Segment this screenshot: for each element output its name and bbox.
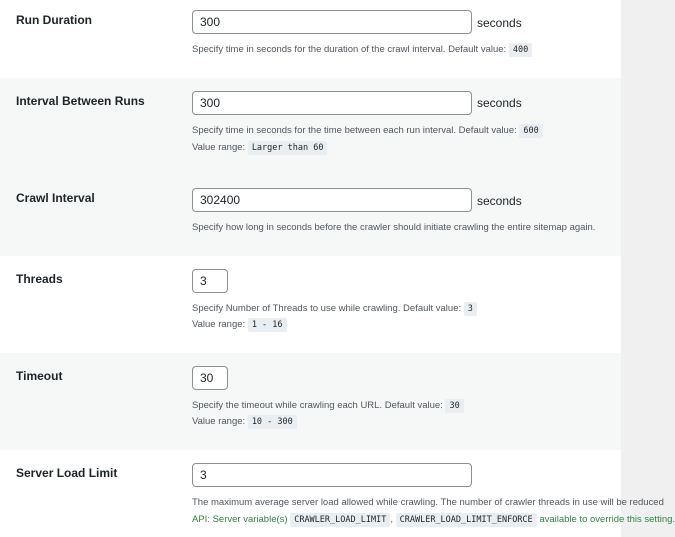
unit-label: seconds (477, 16, 522, 30)
value-range (192, 140, 327, 156)
default-value: 400 (509, 43, 532, 57)
value-range (192, 317, 287, 333)
setting-crawl-interval (0, 176, 621, 256)
setting-description (192, 301, 477, 317)
setting-description: Specify how long in seconds before the crawler should initiate crawling the entire sitemap again. (192, 222, 596, 233)
setting-label: Threads (16, 272, 63, 286)
description-text: Specify the timeout while crawling each URL. Default value: (192, 400, 443, 411)
setting-threads (0, 256, 621, 353)
value-range-code: Larger than 60 (248, 141, 328, 155)
setting-label: Crawl Interval (16, 191, 95, 205)
timeout-input[interactable]: 30 (192, 366, 228, 390)
api-suffix: available to override this setting. (539, 514, 675, 525)
description-text: Specify time in seconds for the duration of the crawl interval. Default value: (192, 44, 507, 55)
setting-label: Interval Between Runs (16, 94, 145, 108)
interval-between-runs-input[interactable]: 300 (192, 91, 472, 115)
server-load-limit-input[interactable]: 3 (192, 463, 472, 487)
default-value: 3 (464, 302, 477, 316)
crawl-interval-input[interactable]: 302400 (192, 188, 472, 212)
setting-interval-between-runs (0, 78, 621, 176)
setting-label: Timeout (16, 369, 63, 383)
value-range (192, 414, 297, 430)
value-range-label: Value range: (192, 142, 246, 153)
run-duration-input[interactable]: 300 (192, 10, 472, 34)
value-range-label: Value range: (192, 416, 246, 427)
unit-label: seconds (477, 194, 522, 208)
description-text: Specify Number of Threads to use while crawling. Default value: (192, 303, 462, 314)
api-server-variables (192, 512, 675, 528)
setting-description (192, 398, 464, 414)
setting-label: Run Duration (16, 13, 92, 27)
setting-label: Server Load Limit (16, 466, 118, 480)
api-prefix: API: Server variable(s) (192, 514, 288, 525)
description-text: Specify time in seconds for the time between each run interval. Default value: (192, 125, 517, 136)
setting-description (192, 123, 543, 139)
default-value: 30 (445, 399, 463, 413)
value-range-code: 1 - 16 (248, 318, 287, 332)
unit-label: seconds (477, 96, 522, 110)
value-range-code: 10 - 300 (248, 415, 297, 429)
setting-run-duration (0, 0, 621, 78)
api-variable: CRAWLER_LOAD_LIMIT_ENFORCE (396, 513, 537, 527)
setting-server-load-limit (0, 450, 675, 537)
value-range-label: Value range: (192, 319, 246, 330)
setting-timeout (0, 353, 621, 450)
default-value: 600 (519, 124, 542, 138)
api-variable: CRAWLER_LOAD_LIMIT (290, 513, 390, 527)
api-separator: , (390, 514, 393, 525)
setting-description: The maximum average server load allowed while crawling. The number of crawler threads in use will be reduced (192, 497, 664, 508)
threads-input[interactable]: 3 (192, 269, 228, 293)
setting-description (192, 42, 532, 58)
